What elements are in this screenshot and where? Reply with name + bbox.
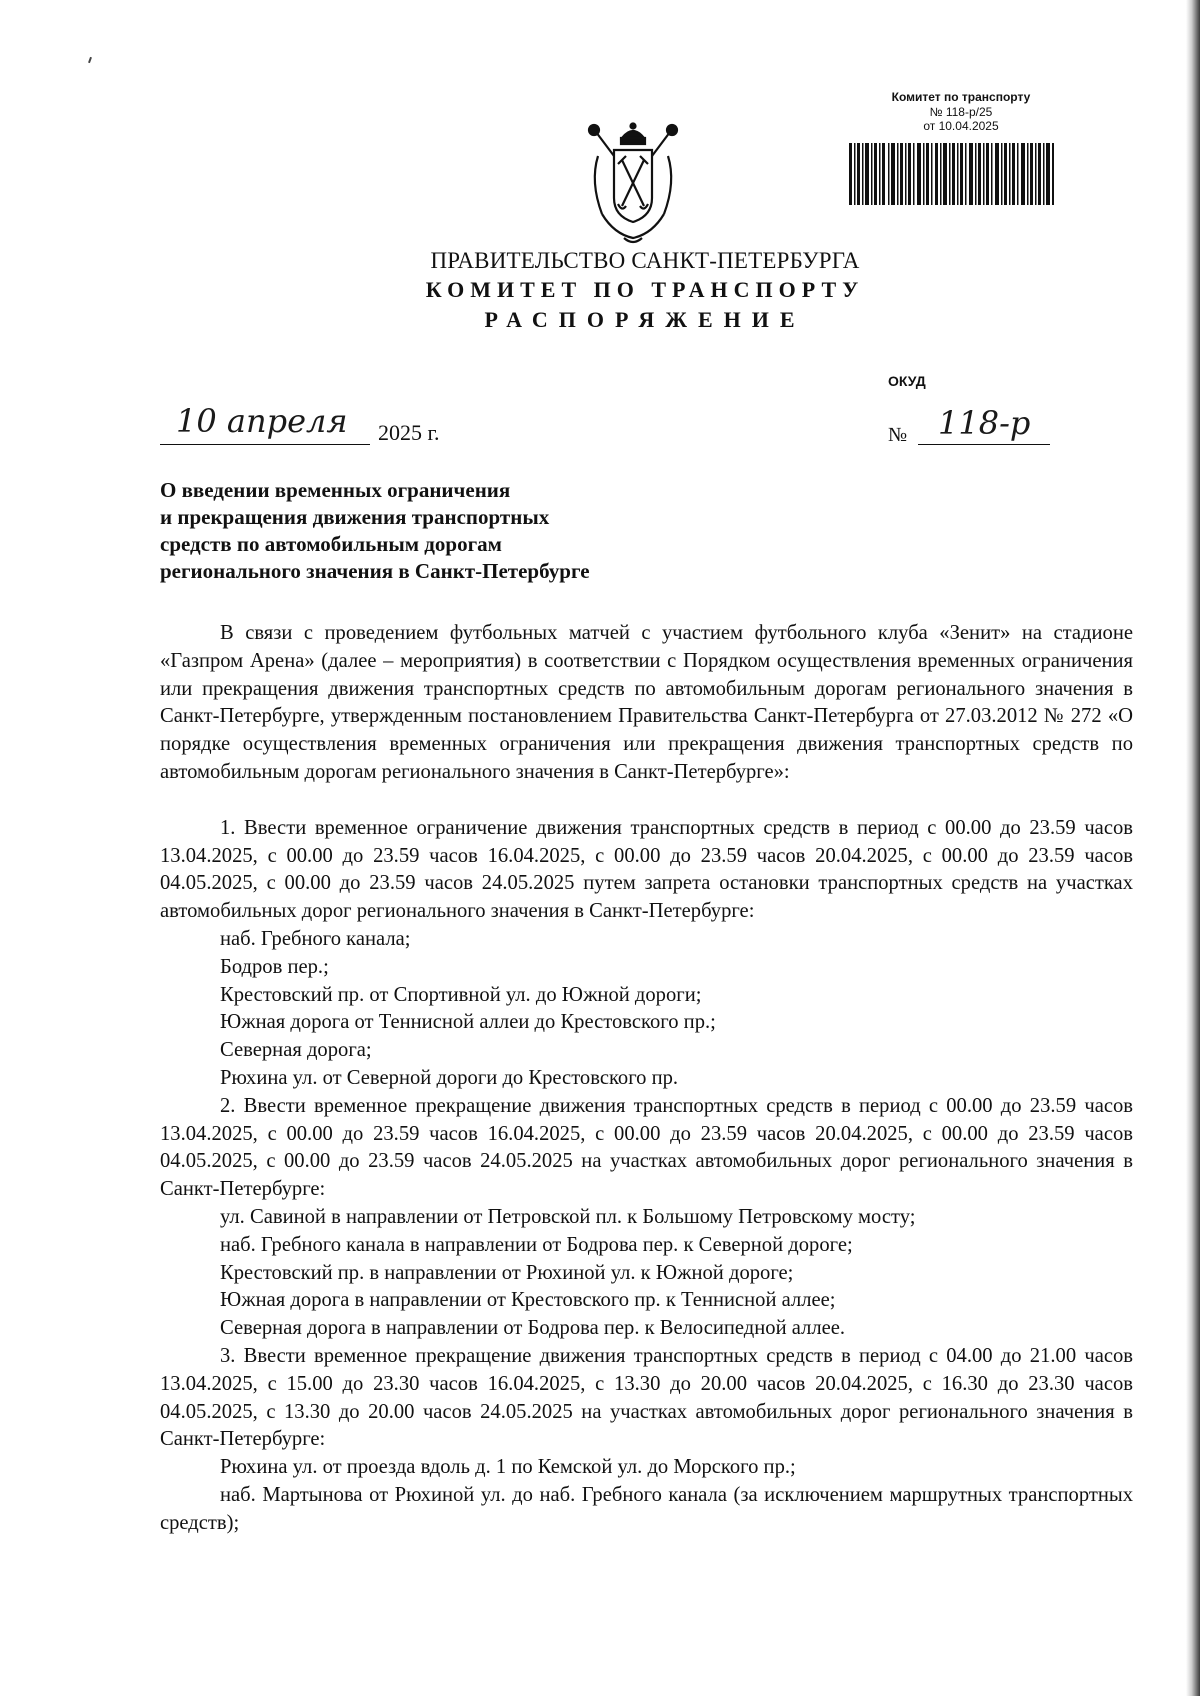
- barcode: [849, 143, 1055, 205]
- clause-2-item: Крестовский пр. в направлении от Рюхиной ул. к Южной дороге;: [220, 1261, 794, 1284]
- coat-of-arms-emblem: [584, 122, 682, 246]
- handwritten-date: 10 апреля: [176, 402, 348, 440]
- clause-1-item: Южная дорога от Теннисной аллеи до Крестовского пр.;: [220, 1011, 716, 1034]
- subject-line: регионального значения в Санкт-Петербурге: [160, 559, 590, 583]
- subject-line: О введении временных ограничения: [160, 478, 511, 502]
- clause-2-text: 2. Ввести временное прекращение движения транспортных средств в период с 00.00 до 23.59 часов 13.04.2025, с 00.00 до 23.59 часов 16.04.2025, с 00.00 до 23.59 часов 20.04.2025, с 00.00 до 23.59 часов 04.05.2025, с 00.00 до 23.59 часов 24.05.2025 на участках автомобильных дорог регионального значения в Санкт-Петербурге:: [160, 1094, 1133, 1201]
- registration-stamp: [846, 90, 1076, 133]
- clause-2-item: ул. Савиной в направлении от Петровской пл. к Большому Петровскому мосту;: [220, 1205, 916, 1228]
- government-title: ПРАВИТЕЛЬСТВО САНКТ-ПЕТЕРБУРГА: [430, 248, 860, 273]
- document-body: [160, 620, 1133, 1538]
- handwritten-number: 118-р: [938, 404, 1031, 442]
- clause-1-item: наб. Гребного канала;: [220, 927, 411, 950]
- subject-line: и прекращения движения транспортных: [160, 505, 550, 529]
- number-sign: №: [888, 424, 908, 446]
- preamble-paragraph: В связи с проведением футбольных матчей с участием футбольного клуба «Зенит» на стадионе «Газпром Арена» (далее – мероприятия) в соответствии с Порядком осуществления временных ограничения или прекращения движения транспортных средств по автомобильным дорогам регионального значения в Санкт-Петербурге, утвержденным постановлением Правительства Санкт-Петербурга от 27.03.2012 № 272 «О порядке осуществления временных ограничения или прекращения движения транспортных средств по автомобильным дорогам регионального значения в Санкт-Петербурге»:: [160, 622, 1133, 783]
- committee-title: КОМИТЕТ ПО ТРАНСПОРТУ: [425, 277, 865, 302]
- stamp-date: от 10.04.2025: [923, 119, 999, 133]
- scan-edge-shadow: [1186, 0, 1200, 1696]
- clause-1-item: Северная дорога;: [220, 1039, 372, 1062]
- date-year: 2025 г.: [378, 420, 440, 445]
- document-type-title: РАСПОРЯЖЕНИЕ: [484, 307, 806, 332]
- stamp-organization: Комитет по транспорту: [891, 90, 1031, 104]
- clause-2-item: Северная дорога в направлении от Бодрова пер. к Велосипедной аллее.: [220, 1317, 846, 1340]
- document-subject: [160, 477, 720, 585]
- clause-1-item: Рюхина ул. от Северной дороги до Крестовского пр.: [220, 1066, 679, 1089]
- clause-3-item: наб. Мартынова от Рюхиной ул. до наб. Гребного канала (за исключением маршрутных транспортных средств);: [160, 1483, 1133, 1534]
- clause-2-item: Южная дорога в направлении от Крестовского пр. к Теннисной аллее;: [220, 1289, 836, 1312]
- clause-3-item: Рюхина ул. от проезда вдоль д. 1 по Кемской ул. до Морского пр.;: [220, 1456, 796, 1479]
- stamp-number: № 118-р/25: [929, 105, 993, 119]
- clause-1-item: Крестовский пр. от Спортивной ул. до Южной дороги;: [220, 983, 702, 1006]
- clause-1-text: 1. Ввести временное ограничение движения транспортных средств в период с 00.00 до 23.59 часов 13.04.2025, с 00.00 до 23.59 часов 16.04.2025, с 00.00 до 23.59 часов 20.04.2025, с 00.00 до 23.59 часов 04.05.2025, с 00.00 до 23.59 часов 24.05.2025 путем запрета остановки транспортных средств на участках автомобильных дорог регионального значения в Санкт-Петербурге:: [160, 816, 1133, 923]
- clause-3-text: 3. Ввести временное прекращение движения транспортных средств в период с 04.00 до 21.00 часов 13.04.2025, с 15.00 до 23.30 часов 16.04.2025, с 13.30 до 20.00 часов 20.04.2025, с 16.30 до 23.30 часов 04.05.2025, с 13.30 до 20.00 часов 24.05.2025 на участках автомобильных дорог регионального значения в Санкт-Петербурге:: [160, 1344, 1133, 1451]
- clause-2-item: наб. Гребного канала в направлении от Бодрова пер. к Северной дороге;: [220, 1233, 853, 1256]
- subject-line: средств по автомобильным дорогам: [160, 532, 502, 556]
- scan-speck: [88, 57, 92, 63]
- okud-label: ОКУД: [888, 373, 926, 389]
- clause-1-item: Бодров пер.;: [220, 955, 329, 978]
